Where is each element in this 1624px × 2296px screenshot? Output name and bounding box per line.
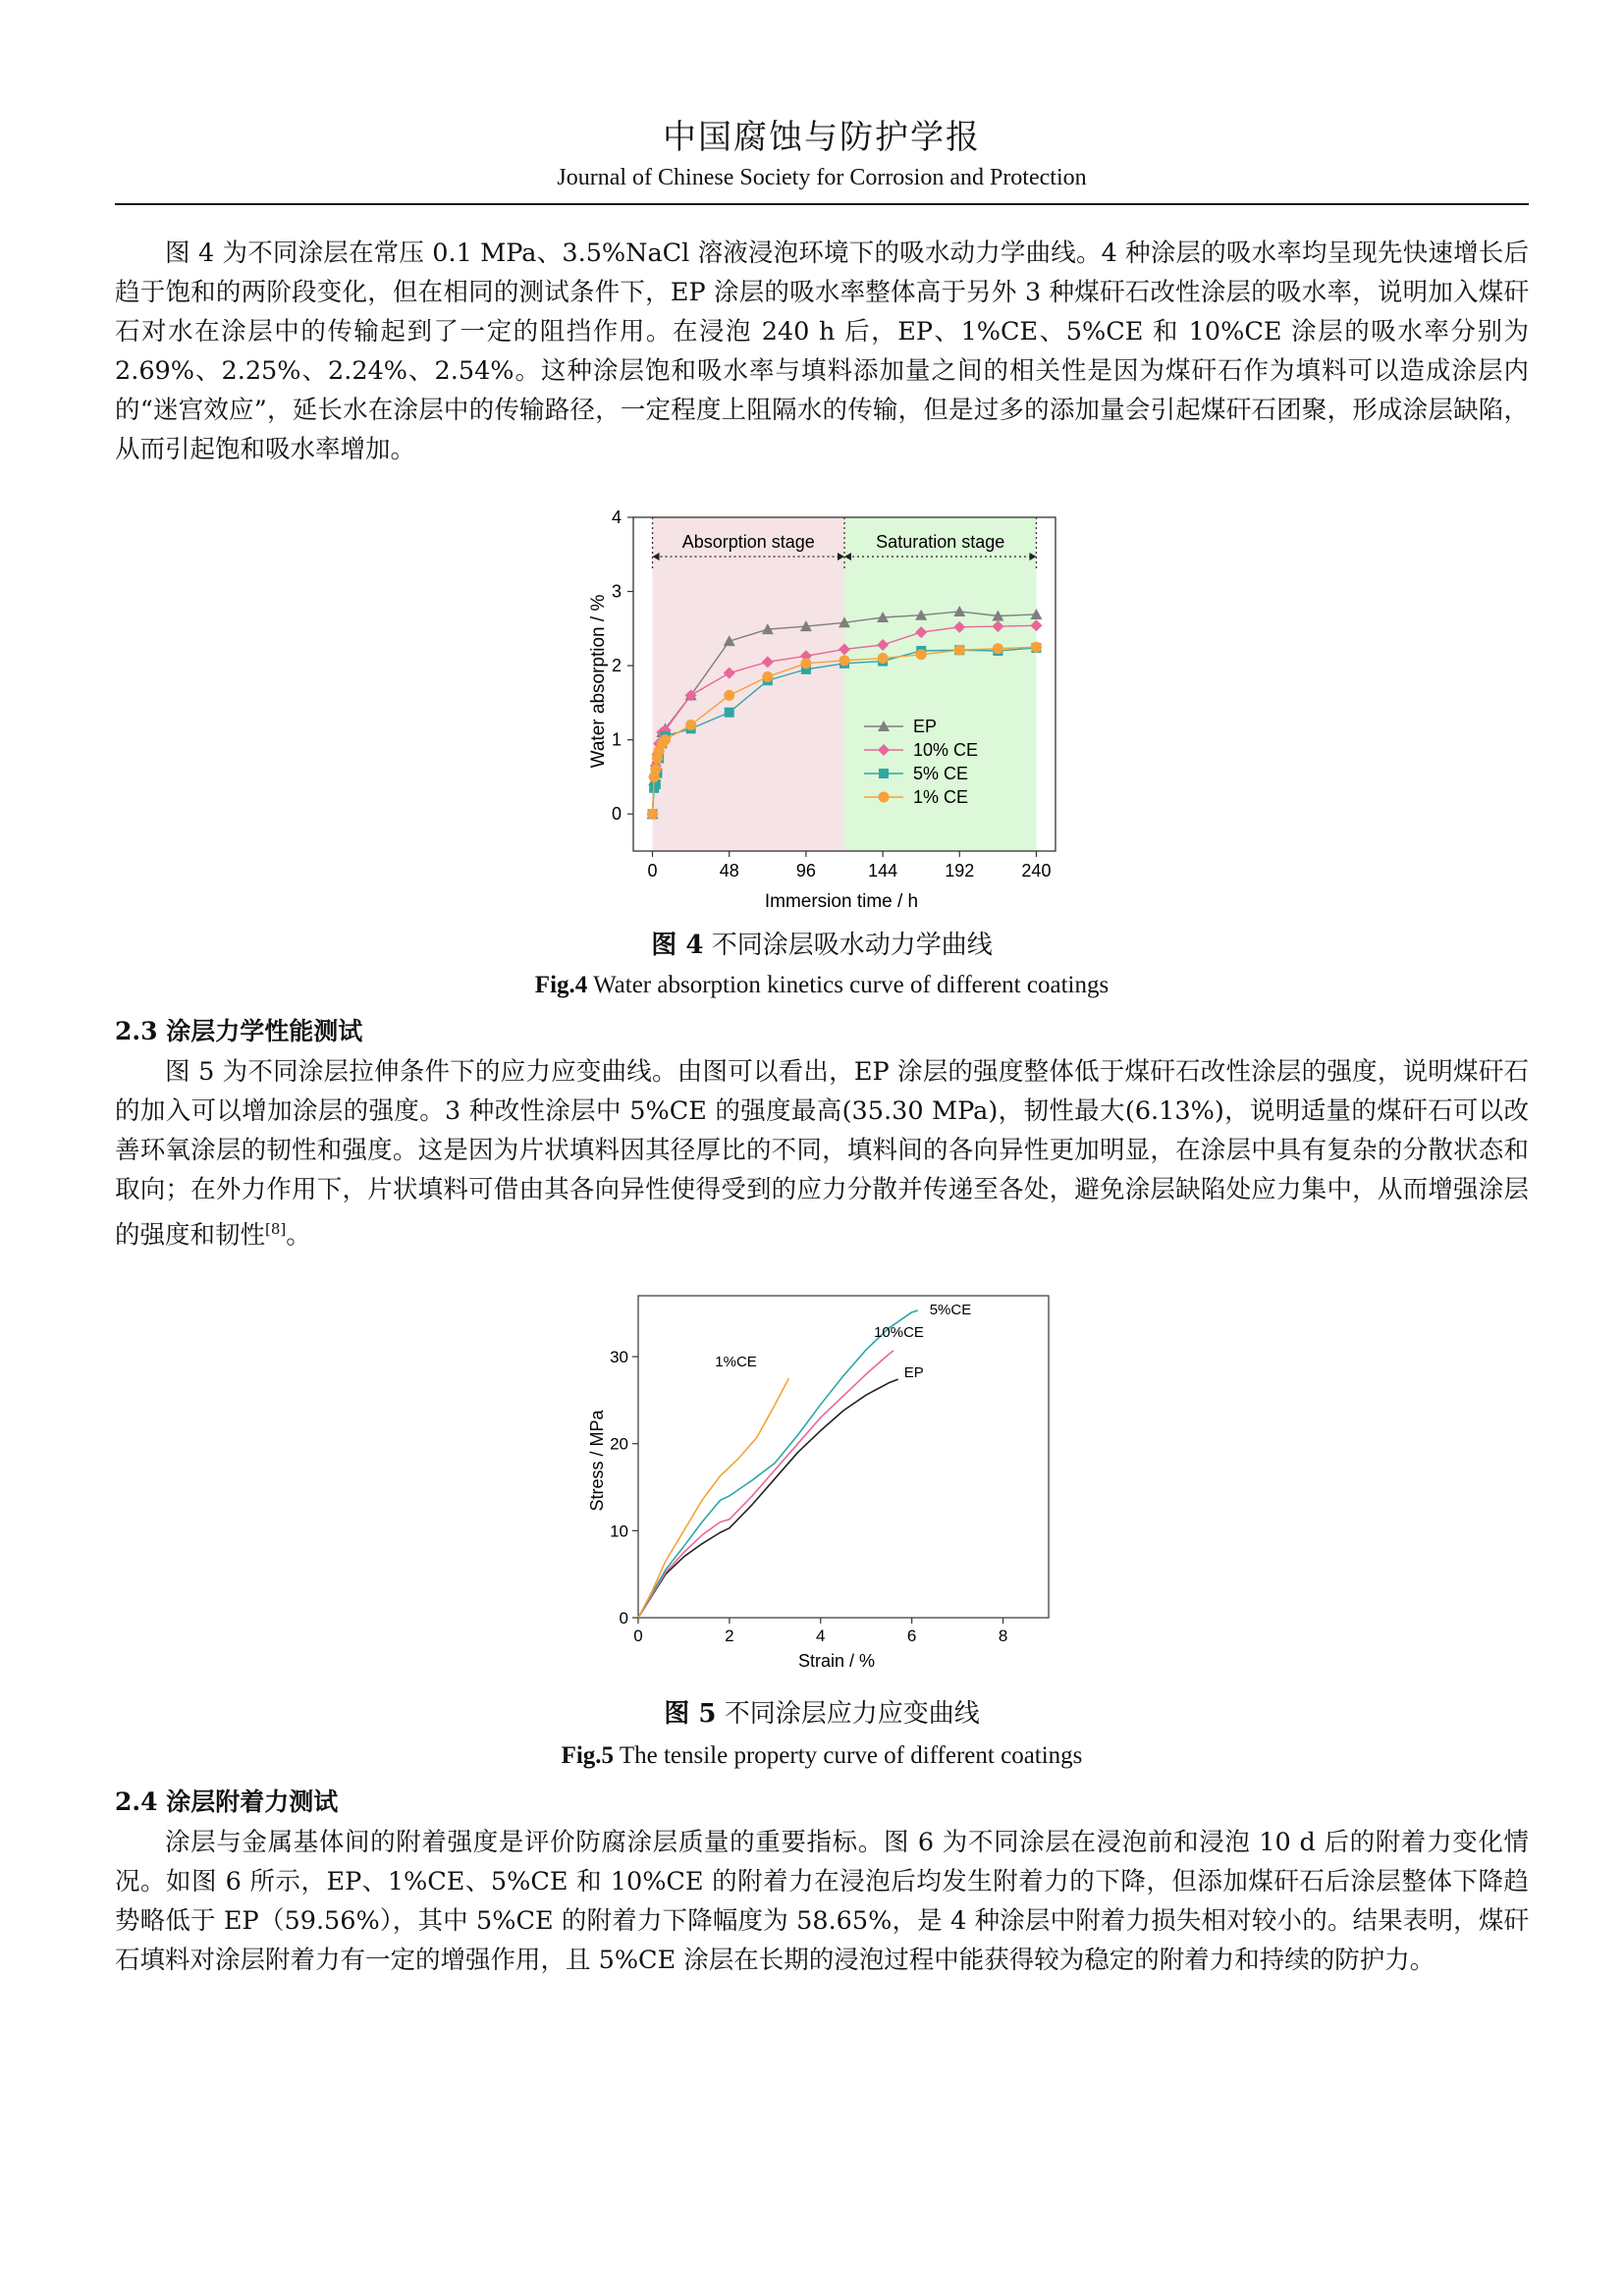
fig4-legend-label-ep: EP xyxy=(913,717,938,736)
fig5-x-tick-label: 0 xyxy=(633,1627,643,1645)
fig5-series-label-5-ce: 5%CE xyxy=(929,1302,972,1319)
saturation-stage-label: Saturation stage xyxy=(876,532,1005,552)
fig5-series-label-10-ce: 10%CE xyxy=(874,1323,924,1341)
fig4-point-1-ce xyxy=(878,653,889,664)
header-divider xyxy=(115,203,1529,205)
fig4-label-cn: 图 4 xyxy=(651,931,704,960)
figure-5-chart xyxy=(579,1284,1070,1677)
fig5-x-tick-label: 4 xyxy=(816,1627,826,1645)
paragraph-tensile xyxy=(115,1052,1529,1255)
citation-8[interactable]: [8] xyxy=(265,1220,287,1238)
figure-4-caption-en xyxy=(115,969,1529,1002)
journal-header xyxy=(115,116,1529,194)
fig4-y-axis-label: Water absorption / % xyxy=(588,594,609,769)
fig4-point-1-ce xyxy=(685,720,696,730)
fig4-legend-marker-1-ce xyxy=(879,792,890,803)
fig5-label-en: Fig.5 xyxy=(561,1742,615,1769)
fig4-x-tick-label: 240 xyxy=(1021,861,1052,881)
fig4-point-1-ce xyxy=(800,658,811,668)
fig4-point-1-ce xyxy=(724,690,734,701)
fig5-x-tick-label: 8 xyxy=(998,1627,1008,1645)
paragraph-tensile-text: 图 5 为不同涂层拉伸条件下的应力应变曲线。由图可以看出，EP 涂层的强度整体低于煤矸石改性涂层的强度，说明煤矸石的加入可以增加涂层的强度。3 种改性涂层中 5%CE 的强度最高(35.30 MPa)，韧性最大(6.13%)，说明适量的煤矸石可以改善环氧涂层的韧性和强度。这是因为片状填料因其径厚比的不同，填料间的各向异性更加明显，在涂层中具有复杂的分散状态和取向；在外力作用下，片状填料可借由其各向异性使得受到的应力分散并传递至各处，避免涂层缺陷处应力集中，从而增强涂层的强度和韧性 xyxy=(115,1057,1529,1251)
fig5-x-tick-label: 6 xyxy=(906,1627,917,1645)
fig4-y-tick-label: 1 xyxy=(611,729,622,750)
fig4-point-1-ce xyxy=(1031,642,1042,653)
fig5-caption-cn-text: 不同涂层应力应变曲线 xyxy=(716,1699,980,1729)
fig5-caption-en-text: The tensile property curve of different coatings xyxy=(614,1742,1083,1769)
fig4-x-tick-label: 96 xyxy=(795,861,816,881)
section-heading-2-3: 2.3 涂层力学性能测试 xyxy=(115,1017,363,1045)
fig5-x-axis-label: Strain / % xyxy=(797,1651,876,1671)
paragraph-adhesion: 涂层与金属基体间的附着强度是评价防腐涂层质量的重要指标。图 6 为不同涂层在浸泡前和浸泡 10 d 后的附着力变化情况。如图 6 所示，EP、1%CE、5%CE 和 10%CE 的附着力在浸泡后均发生附着力的下降，但添加煤矸石后涂层整体下降趋势略低于 EP（59.56%），其中 5%CE 的附着力下降幅度为 58.65%，是 4 种涂层中附着力损失相对较小的。结果表明，煤矸石填料对涂层附着力有一定的增强作用，且 5%CE 涂层在长期的浸泡过程中能获得较为稳定的附着力和持续的防护力。 xyxy=(115,1828,1529,1975)
fig4-y-tick-label: 0 xyxy=(611,804,622,825)
fig4-legend-label-10-ce: 10% CE xyxy=(913,740,979,760)
fig4-point-1-ce xyxy=(916,649,927,660)
absorption-stage-label: Absorption stage xyxy=(681,532,815,552)
fig4-point-1-ce xyxy=(660,734,671,745)
fig4-legend-label-5-ce: 5% CE xyxy=(913,764,969,783)
fig5-series-line-5-ce xyxy=(638,1310,918,1618)
fig4-label-en: Fig.4 xyxy=(534,972,588,998)
fig4-point-5-ce xyxy=(725,708,734,718)
fig5-y-tick-label: 0 xyxy=(619,1609,628,1628)
figure-4-caption-cn xyxy=(115,928,1529,963)
fig4-legend-marker-5-ce xyxy=(879,769,889,778)
fig5-y-tick-label: 10 xyxy=(610,1522,628,1541)
paragraph-water-absorption: 图 4 为不同涂层在常压 0.1 MPa、3.5%NaCl 溶液浸泡环境下的吸水动力学曲线。4 种涂层的吸水率均呈现先快速增长后趋于饱和的两阶段变化，但在相同的测试条件下，EP 涂层的吸水率整体高于另外 3 种煤矸石改性涂层的吸水率，说明加入煤矸石对水在涂层中的传输起到了一定的阻挡作用。在浸泡 240 h 后，EP、1%CE、5%CE 和 10%CE 涂层的吸水率分别为 2.69%、2.25%、2.24%、2.54%。这种涂层饱和吸水率与填料添加量之间的相关性是因为煤矸石作为填料可以造成涂层内的“迷宫效应”，延长水在涂层中的传输路径，一定程度上阻隔水的传输，但是过多的添加量会引起煤矸石团聚，形成涂层缺陷，从而引起饱和吸水率增加。 xyxy=(115,239,1529,464)
fig4-y-tick-label: 2 xyxy=(611,656,622,676)
fig5-y-axis-label: Stress / MPa xyxy=(587,1410,607,1512)
figure-5-caption-cn xyxy=(115,1696,1529,1732)
fig4-caption-cn-text: 不同涂层吸水动力学曲线 xyxy=(703,931,993,960)
fig4-x-tick-label: 48 xyxy=(719,861,739,881)
fig5-series-line-ep xyxy=(638,1379,898,1618)
fig4-x-tick-label: 144 xyxy=(868,861,898,881)
absorption-stage-region xyxy=(653,517,844,851)
fig5-series-label-ep: EP xyxy=(903,1364,924,1382)
paragraph-tensile-end: 。 xyxy=(286,1220,311,1251)
fig5-series-label-1-ce: 1%CE xyxy=(715,1354,757,1371)
section-heading-2-4: 2.4 涂层附着力测试 xyxy=(115,1788,339,1816)
fig4-point-1-ce xyxy=(650,764,661,774)
fig4-x-tick-label: 0 xyxy=(647,861,658,881)
fig4-x-tick-label: 192 xyxy=(945,861,975,881)
fig4-caption-en-text: Water absorption kinetics curve of different coatings xyxy=(587,972,1110,998)
fig5-plot-frame xyxy=(638,1296,1049,1618)
fig4-point-1-ce xyxy=(647,809,658,820)
journal-title-en: Journal of Chinese Society for Corrosion and Protection xyxy=(557,165,1087,190)
fig4-point-1-ce xyxy=(954,645,965,656)
fig4-point-1-ce xyxy=(993,643,1003,654)
fig4-legend-label-1-ce: 1% CE xyxy=(913,787,969,807)
fig4-y-tick-label: 3 xyxy=(611,581,622,602)
figure-4-chart xyxy=(565,503,1075,915)
fig4-x-axis-label: Immersion time / h xyxy=(764,891,919,912)
fig5-y-tick-label: 30 xyxy=(610,1348,628,1367)
fig5-series-line-10-ce xyxy=(638,1351,893,1618)
fig5-x-tick-label: 2 xyxy=(725,1627,734,1645)
journal-title-cn: 中国腐蚀与防护学报 xyxy=(663,118,981,157)
fig5-y-tick-label: 20 xyxy=(610,1434,628,1454)
fig5-label-cn: 图 5 xyxy=(664,1699,717,1729)
fig4-point-1-ce xyxy=(839,655,850,666)
fig4-y-tick-label: 4 xyxy=(611,507,622,527)
figure-5-caption-en xyxy=(115,1739,1529,1773)
fig4-point-1-ce xyxy=(762,671,773,682)
